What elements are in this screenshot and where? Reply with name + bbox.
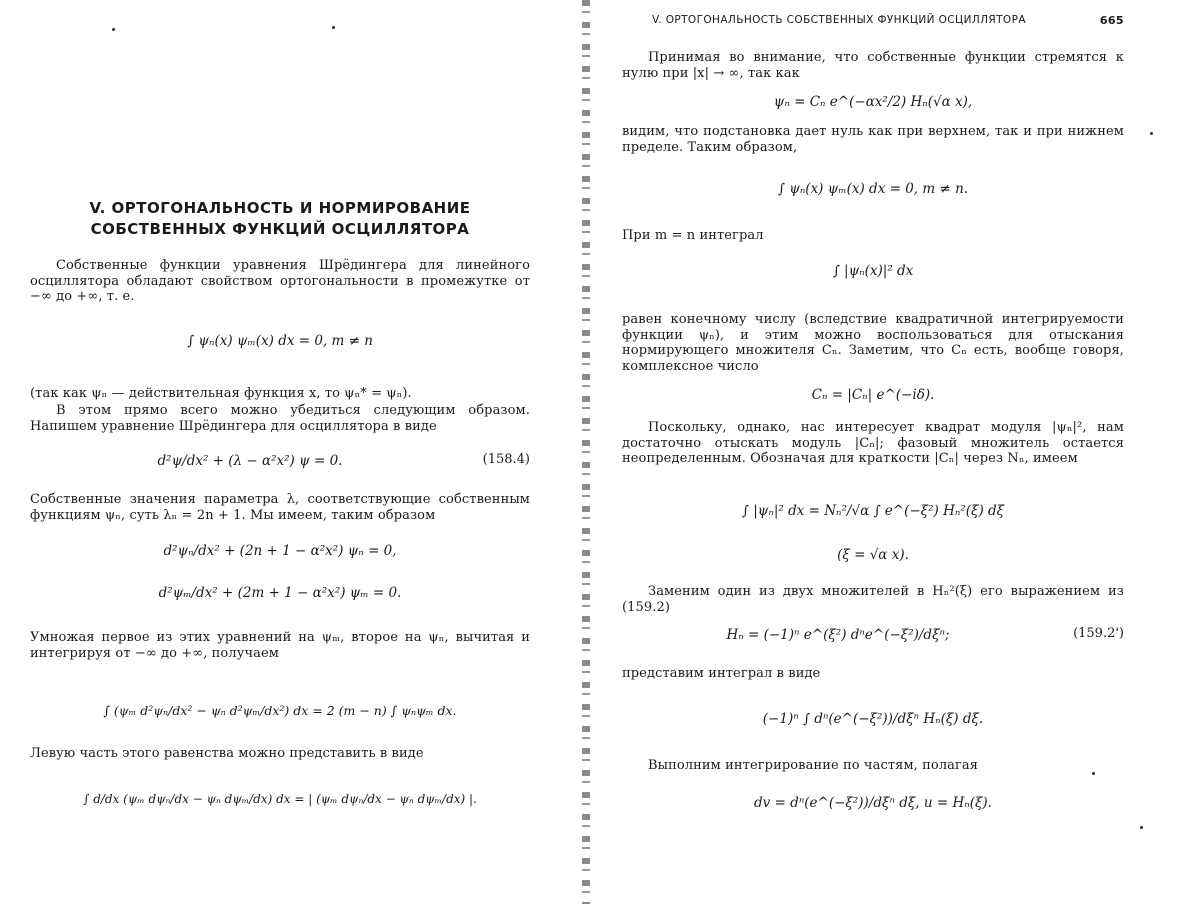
left-paragraph-1: Собственные функции уравнения Шрёдингера для линейного осциллятора обладают свойством ортогональности в промежутке от −∞ до +∞, т. е. [30, 258, 530, 304]
right-equation-hermite-row [622, 624, 1124, 646]
right-paragraph-1: Принимая во внимание, что собственные функции стремятся к нулю при |x| → ∞, так как [622, 50, 1124, 81]
scan-speck [1140, 826, 1143, 829]
right-equation-xi-substitution: (ξ = √α x). [837, 547, 909, 563]
page-number: 665 [1099, 14, 1124, 27]
left-paragraph-3: В этом прямо всего можно убедиться следующим образом. Напишем уравнение Шрёдингера для осциллятора в виде [30, 403, 530, 434]
scan-speck [1150, 132, 1153, 135]
right-equation-orthogonality: ∫ ψₙ(x) ψₘ(x) dx = 0, m ≠ n. [777, 181, 969, 197]
right-equation-norm-hermite: ∫ |ψₙ|² dx = Nₙ²/√α ∫ e^(−ξ²) Hₙ²(ξ) dξ [741, 503, 1005, 519]
right-paragraph-6: Заменим один из двух множителей в Hₙ²(ξ) его выражением из (159.2) [622, 584, 1124, 615]
right-paragraph-3: При m = n интеграл [622, 228, 764, 243]
scan-speck [1092, 772, 1095, 775]
right-equation-hermite: Hₙ = (−1)ⁿ e^(ξ²) dⁿe^(−ξ²)/dξⁿ; [726, 627, 950, 643]
left-paragraph-2: (так как ψₙ — действительная функция x, то ψₙ* = ψₙ). [30, 386, 412, 401]
left-equation-m: d²ψₘ/dx² + (2m + 1 − α²x²) ψₘ = 0. [158, 585, 402, 601]
equation-number-158-4: (158.4) [482, 452, 530, 467]
left-equation-schrodinger: d²ψ/dx² + (λ − α²x²) ψ = 0. [157, 453, 343, 469]
right-paragraph-7: представим интеграл в виде [622, 666, 821, 681]
right-equation-parts: dv = dⁿ(e^(−ξ²))/dξⁿ dξ, u = Hₙ(ξ). [754, 795, 992, 811]
section-title-line2: СОБСТВЕННЫХ ФУНКЦИЙ ОСЦИЛЛЯТОРА [90, 220, 470, 238]
left-equation-orthogonality: ∫ ψₙ(x) ψₘ(x) dx = 0, m ≠ n [187, 333, 373, 349]
left-paragraph-4: Собственные значения параметра λ, соответствующие собственным функциям ψₙ, суть λₙ = 2n + 1. Мы имеем, таким образом [30, 492, 530, 523]
right-equation-integral-form: (−1)ⁿ ∫ dⁿ(e^(−ξ²))/dξⁿ Hₙ(ξ) dξ. [762, 711, 984, 727]
section-title-line1: V. ОРТОГОНАЛЬНОСТЬ И НОРМИРОВАНИЕ [89, 199, 471, 217]
scan-speck [332, 26, 335, 29]
left-equation-integral-difference: ∫ (ψₘ d²ψₙ/dx² − ψₙ d²ψₘ/dx²) dx = 2 (m − n) ∫ ψₙψₘ dx. [103, 703, 457, 718]
left-equation-n: d²ψₙ/dx² + (2n + 1 − α²x²) ψₙ = 0, [163, 543, 397, 559]
running-header-title: V. ОРТОГОНАЛЬНОСТЬ СОБСТВЕННЫХ ФУНКЦИЙ ОСЦИЛЛЯТОРА [652, 14, 1026, 26]
left-paragraph-5: Умножая первое из этих уравнений на ψₘ, второе на ψₙ, вычитая и интегрируя от −∞ до +∞, получаем [30, 630, 530, 661]
left-equation-schrodinger-row [30, 450, 530, 472]
section-title [30, 198, 530, 240]
running-header [622, 14, 1124, 26]
right-paragraph-2: видим, что подстановка дает нуль как при верхнем, так и при нижнем пределе. Таким образом, [622, 124, 1124, 155]
left-paragraph-6: Левую часть этого равенства можно представить в виде [30, 746, 424, 761]
book-gutter [582, 0, 590, 904]
left-equation-boundary-term: ∫ d/dx (ψₘ dψₙ/dx − ψₙ dψₘ/dx) dx = | (ψₘ dψₙ/dx − ψₙ dψₘ/dx) |. [83, 792, 477, 806]
right-equation-norm-integral: ∫ |ψₙ(x)|² dx [832, 263, 914, 279]
right-paragraph-4: равен конечному числу (вследствие квадратичной интегрируемости функции ψₙ), и этим можно воспользоваться для отыскания нормирующего множителя Cₙ. Заметим, что Cₙ есть, вообще говоря, комплексное число [622, 312, 1124, 374]
right-equation-psi-n: ψₙ = Cₙ e^(−αx²/2) Hₙ(√α x), [773, 94, 973, 110]
scan-speck [112, 28, 115, 31]
right-paragraph-8: Выполним интегрирование по частям, полагая [648, 758, 979, 773]
right-equation-complex-cn: Cₙ = |Cₙ| e^(−iδ). [811, 387, 935, 403]
right-paragraph-5: Поскольку, однако, нас интересует квадрат модуля |ψₙ|², нам достаточно отыскать модуль |Cₙ|; фазовый множитель остается неопределенным. Обозначая для краткости |Cₙ| через Nₙ, имеем [622, 420, 1124, 466]
equation-number-159-2: (159.2') [1073, 626, 1124, 641]
